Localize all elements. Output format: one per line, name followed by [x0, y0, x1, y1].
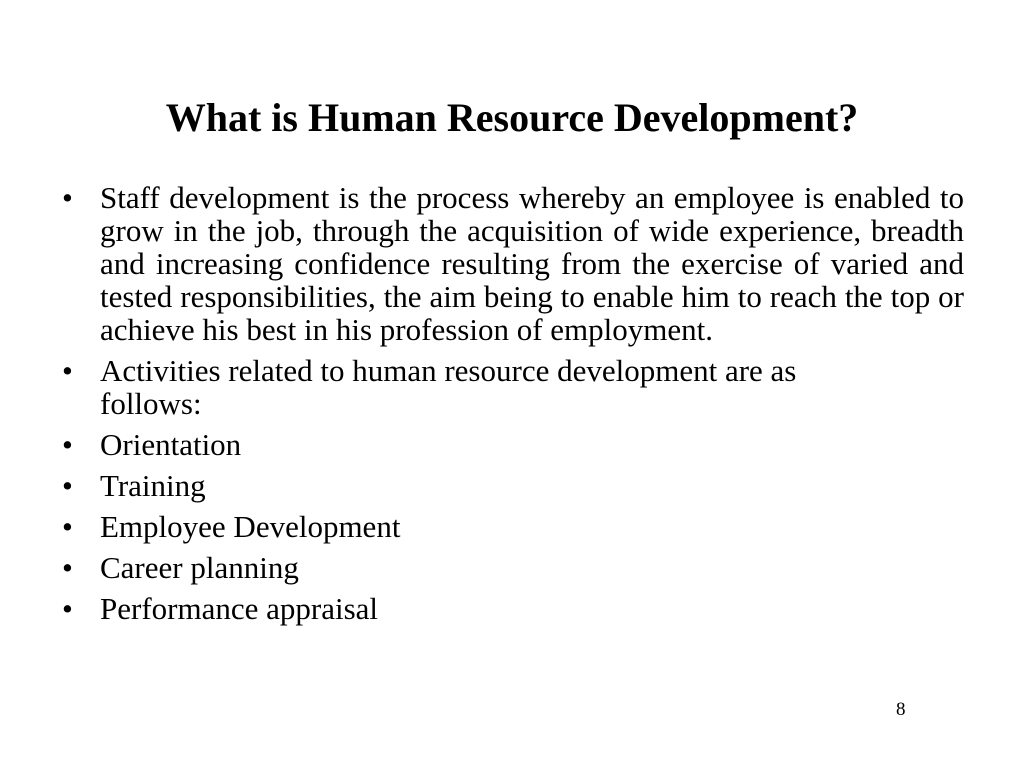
list-item	[62, 592, 964, 625]
list-item	[62, 510, 964, 543]
list-item	[62, 354, 964, 420]
bullet-text: Orientation	[100, 427, 242, 462]
bullet-text: Career planning	[100, 550, 299, 585]
list-item	[62, 551, 964, 584]
bullet-text: Employee Development	[100, 509, 401, 544]
list-item	[62, 428, 964, 461]
bullet-icon: •	[62, 550, 73, 585]
bullet-list	[62, 181, 964, 633]
bullet-icon: •	[62, 427, 73, 462]
list-item	[62, 181, 964, 346]
bullet-text: Activities related to human resource development are as follows:	[100, 353, 797, 421]
bullet-icon: •	[62, 468, 73, 503]
bullet-text: Staff development is the process whereby an employee is enabled to grow in the job, through the acquisition of wide experience, breadth and increasing confidence resulting from the exercise of varied and tested responsibilities, the aim being to enable him to reach the top or achieve his best in his profession of employment.	[100, 180, 964, 347]
bullet-icon: •	[62, 180, 73, 215]
list-item	[62, 469, 964, 502]
slide-title: What is Human Resource Development?	[165, 95, 859, 140]
bullet-icon: •	[62, 591, 73, 626]
bullet-text: Training	[100, 468, 206, 503]
bullet-icon: •	[62, 353, 73, 388]
bullet-icon: •	[62, 509, 73, 544]
page-number: 8	[896, 699, 906, 720]
bullet-text: Performance appraisal	[100, 591, 379, 626]
